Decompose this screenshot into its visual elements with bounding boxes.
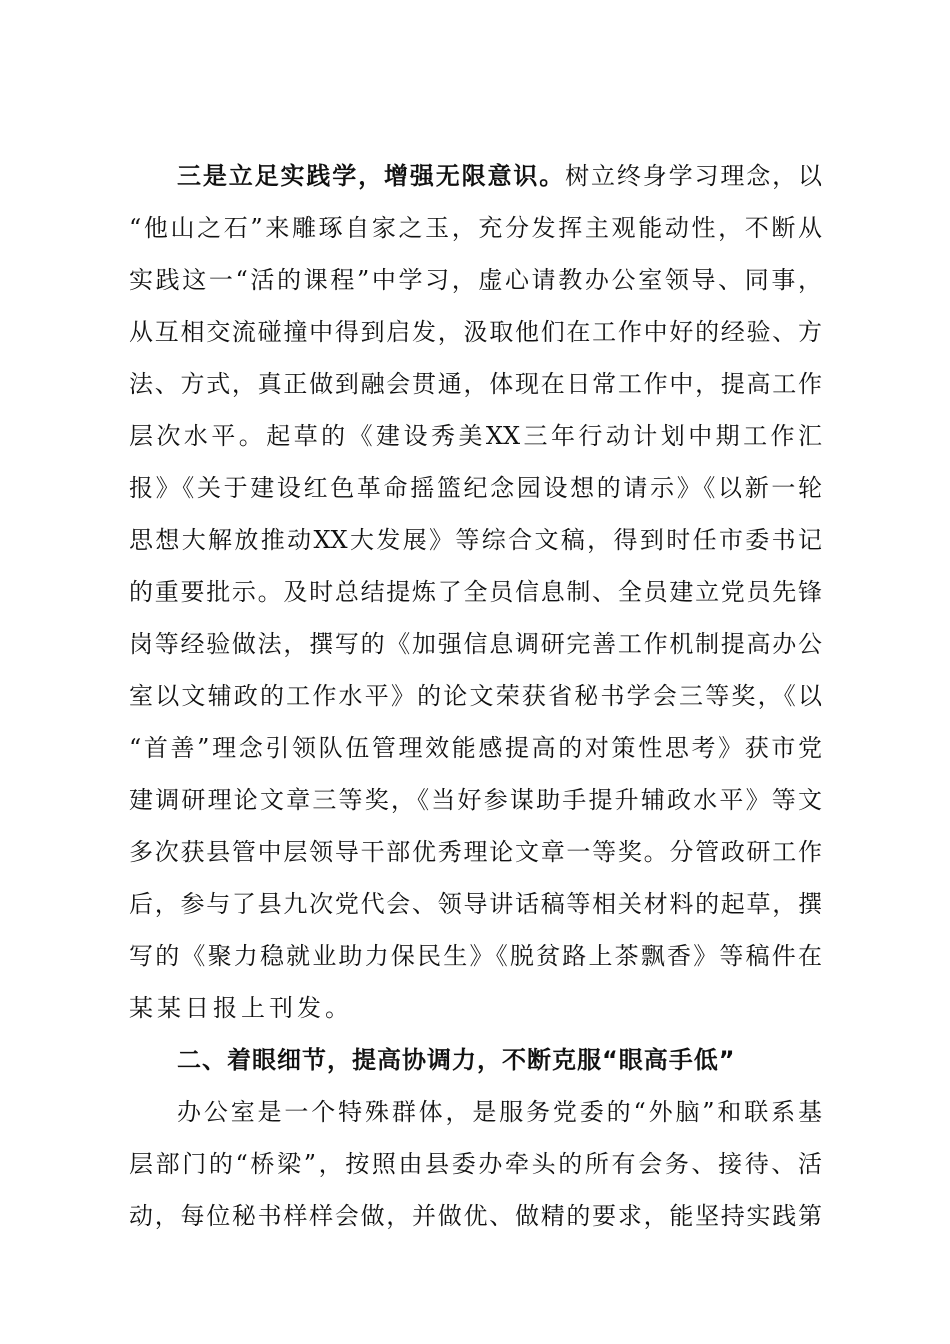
section-heading-2: 二、着眼细节，提高协调力，不断克服“眼高手低” (177, 1046, 736, 1074)
paragraph-2-line-3: 动，每位秘书样样会做，并做优、做精的要求，能坚持实践第 (129, 1202, 822, 1230)
paragraph-1-line-8: 思想大解放推动XX大发展》等综合文稿，得到时任市委书记 (129, 526, 822, 554)
paragraph-1-line-12: “首善”理念引领队伍管理效能感提高的对策性思考》获市党 (129, 734, 822, 762)
paragraph-1-line-11: 室以文辅政的工作水平》的论文荣获省秘书学会三等奖，《以 (129, 682, 822, 710)
paragraph-1-line-4: 从互相交流碰撞中得到启发，汲取他们在工作中好的经验、方 (129, 318, 822, 346)
paragraph-1-line-9: 的重要批示。及时总结提炼了全员信息制、全员建立党员先锋 (129, 578, 822, 606)
paragraph-1-line-17: 某某日报上刊发。 (129, 994, 353, 1022)
paragraph-1-line-7: 报》《关于建设红色革命摇篮纪念园设想的请示》《以新一轮 (129, 474, 822, 502)
paragraph-1-line-6: 层次水平。起草的《建设秀美XX三年行动计划中期工作汇 (129, 422, 822, 450)
paragraph-1-line-2: “他山之石”来雕琢自家之玉，充分发挥主观能动性，不断从 (129, 214, 822, 242)
paragraph-1-line-3: 实践这一“活的课程”中学习，虚心请教办公室领导、同事， (129, 266, 822, 294)
paragraph-1-line-5: 法、方式，真正做到融会贯通，体现在日常工作中，提高工作 (129, 370, 822, 398)
paragraph-2-line-1: 办公室是一个特殊群体，是服务党委的“外脑”和联系基 (177, 1098, 822, 1126)
paragraph-2-line-2: 层部门的“桥梁”，按照由县委办牵头的所有会务、接待、活 (129, 1150, 822, 1178)
paragraph-1-line-1-text: 树立终身学习理念，以 (565, 162, 822, 190)
paragraph-1-line-16: 写的《聚力稳就业助力保民生》《脱贫路上茶飘香》等稿件在 (129, 942, 822, 970)
paragraph-1-line-13: 建调研理论文章三等奖，《当好参谋助手提升辅政水平》等文 (129, 786, 822, 814)
paragraph-1-line-1 (129, 150, 822, 202)
paragraph-1-line-15: 后，参与了县九次党代会、领导讲话稿等相关材料的起草，撰 (129, 890, 822, 918)
document-page (129, 150, 822, 1242)
paragraph-1-line-14: 多次获县管中层领导干部优秀理论文章一等奖。分管政研工作 (129, 838, 822, 866)
paragraph-1-lead: 三是立足实践学，增强无限意识。 (177, 162, 566, 190)
paragraph-1-line-10: 岗等经验做法，撰写的《加强信息调研完善工作机制提高办公 (129, 630, 822, 658)
